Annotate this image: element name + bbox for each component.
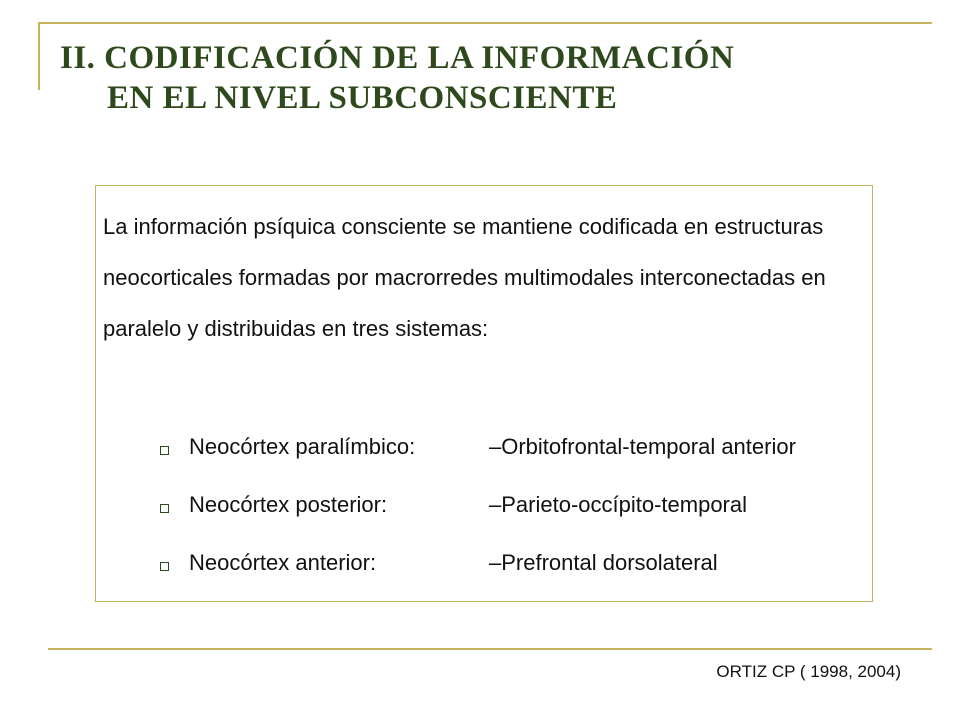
system-name: Neocórtex paralímbico: bbox=[189, 434, 416, 459]
title-accent-bar bbox=[38, 22, 40, 90]
top-divider bbox=[40, 22, 932, 24]
hollow-square-bullet-icon bbox=[160, 504, 169, 513]
system-region: –Prefrontal dorsolateral bbox=[489, 550, 718, 575]
system-name: Neocórtex anterior: bbox=[189, 550, 377, 575]
system-region: –Parieto-occípito-temporal bbox=[489, 492, 748, 517]
slide-title-line-1: II. CODIFICACIÓN DE LA INFORMACIÓN bbox=[60, 40, 735, 76]
system-region: –Orbitofrontal-temporal anterior bbox=[489, 434, 796, 459]
slide-title bbox=[60, 38, 734, 118]
bottom-divider bbox=[48, 648, 932, 650]
hollow-square-bullet-icon bbox=[160, 562, 169, 571]
citation: ORTIZ CP ( 1998, 2004) bbox=[716, 662, 901, 681]
systems-list bbox=[160, 418, 796, 592]
list-item bbox=[160, 534, 796, 592]
intro-paragraph: La información psíquica consciente se mantiene codificada en estructuras neocorticales formadas por macrorredes multimodales interconectadas en paralelo y distribuidas en tres sistemas: bbox=[103, 214, 826, 341]
list-item bbox=[160, 418, 796, 476]
slide-title-line-2: EN EL NIVEL SUBCONSCIENTE bbox=[107, 80, 618, 116]
list-item bbox=[160, 476, 796, 534]
system-name: Neocórtex posterior: bbox=[189, 492, 388, 517]
hollow-square-bullet-icon bbox=[160, 446, 169, 455]
